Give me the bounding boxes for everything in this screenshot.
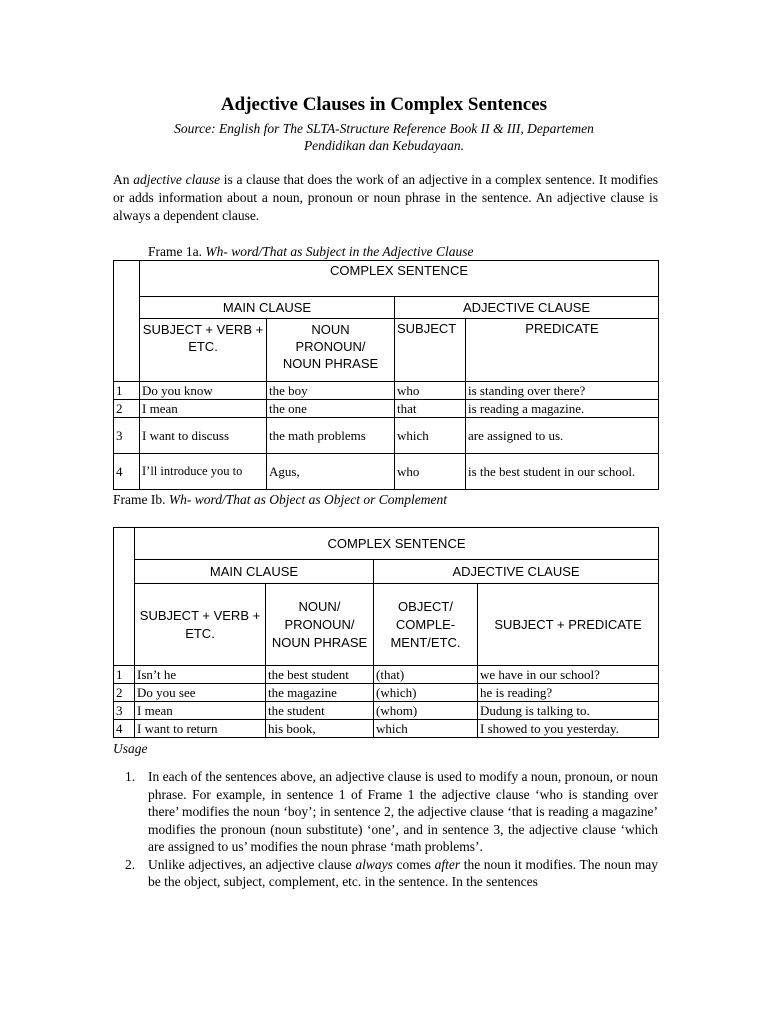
usage-list — [113, 768, 658, 891]
frame1-table — [113, 260, 659, 490]
frame2-col-subject-predicate: SUBJECT + PREDICATE — [478, 584, 659, 666]
frame1-caption-prefix: Frame 1a. — [148, 244, 206, 259]
noun-cell: Agus, — [267, 454, 395, 490]
row-number: 3 — [114, 702, 135, 720]
frame1-col-subject: SUBJECT — [395, 319, 466, 382]
subject-predicate-cell: we have in our school? — [478, 666, 659, 684]
list-item — [113, 856, 658, 891]
noun-cell: the boy — [267, 382, 395, 400]
main-clause-cell: I want to return — [135, 720, 266, 738]
frame1-header-adj: ADJECTIVE CLAUSE — [395, 297, 659, 319]
frame1-col-predicate: PREDICATE — [466, 319, 659, 382]
frame2-caption — [113, 492, 447, 508]
table-row — [114, 400, 659, 418]
predicate-cell: is standing over there? — [466, 382, 659, 400]
main-clause-cell: I want to discuss — [140, 418, 267, 454]
list-item-text-3: the noun it modifies. The noun may be the object, subject, complement, etc. in the sentence. In the sentences — [148, 856, 658, 889]
subject-cell: who — [395, 382, 466, 400]
frame1-corner-cell — [114, 261, 140, 382]
frame1-col-noun: NOUN PRONOUN/ NOUN PHRASE — [267, 319, 395, 382]
noun-cell: the one — [267, 400, 395, 418]
subject-predicate-cell: I showed to you yesterday. — [478, 720, 659, 738]
noun-cell: the magazine — [266, 684, 374, 702]
subject-cell: that — [395, 400, 466, 418]
noun-cell: the best student — [266, 666, 374, 684]
frame2-table — [113, 527, 659, 738]
main-clause-cell: Do you know — [140, 382, 267, 400]
noun-cell: the math problems — [267, 418, 395, 454]
list-item-emphasis-after: after — [434, 856, 461, 872]
list-item-number: 1. — [125, 769, 136, 784]
intro-text-2: is a clause that does the work of an adjective in a complex sentence. It modifies or adds information about a noun, pronoun or noun phrase in the sentence. An adjective clause is always a dependent clause. — [113, 172, 658, 223]
frame1-header-main: MAIN CLAUSE — [140, 297, 395, 319]
frame1-caption-title: Wh- word/That as Subject in the Adjective Clause — [205, 244, 474, 259]
predicate-cell: are assigned to us. — [466, 418, 659, 454]
frame2-header-complex: COMPLEX SENTENCE — [135, 528, 659, 560]
table-row — [114, 666, 659, 684]
object-cell: which — [374, 720, 478, 738]
table-row — [114, 382, 659, 400]
frame2-col-noun: NOUN/ PRONOUN/ NOUN PHRASE — [266, 584, 374, 666]
row-number: 2 — [114, 400, 140, 418]
main-clause-cell: Do you see — [135, 684, 266, 702]
object-cell: (which) — [374, 684, 478, 702]
main-clause-cell: I’ll introduce you to — [140, 454, 267, 490]
source-citation — [0, 120, 768, 154]
subject-cell: who — [395, 454, 466, 490]
row-number: 1 — [114, 382, 140, 400]
intro-paragraph — [113, 171, 658, 225]
row-number: 3 — [114, 418, 140, 454]
list-item-text: In each of the sentences above, an adjective clause is used to modify a noun, pronoun, or noun phrase. For example, in sentence 1 of Frame 1 the adjective clause ‘who is standing over there’ modifies the noun ‘boy’; in sentence 2, the adjective clause ‘that is reading a magazine’ modifies the pronoun (noun substitute) ‘one’, and in sentence 3, the adjective clause ‘which are assigned to us’ modifies the noun phrase ‘math problems’. — [148, 769, 658, 854]
list-item — [113, 768, 658, 856]
subject-cell: which — [395, 418, 466, 454]
list-item-text-1: Unlike adjectives, an adjective clause — [148, 856, 356, 872]
table-row — [114, 418, 659, 454]
subject-predicate-cell: he is reading? — [478, 684, 659, 702]
list-item-text-2: comes — [392, 856, 435, 872]
table-row — [114, 720, 659, 738]
page-title: Adjective Clauses in Complex Sentences — [220, 94, 548, 115]
frame1-header-complex: COMPLEX SENTENCE — [140, 261, 659, 297]
list-item-number: 2. — [125, 856, 136, 872]
row-number: 1 — [114, 666, 135, 684]
noun-cell: the student — [266, 702, 374, 720]
main-clause-cell: I mean — [140, 400, 267, 418]
intro-term: adjective clause — [133, 172, 221, 187]
source-line-1: Source: English for The SLTA-Structure Reference Book II & III, Departemen — [174, 121, 594, 136]
main-clause-cell: Isn’t he — [135, 666, 266, 684]
table-row — [114, 702, 659, 720]
table-row — [114, 454, 659, 490]
frame2-corner-cell — [114, 528, 135, 666]
frame1-col-subject-verb: SUBJECT + VERB + ETC. — [140, 319, 267, 382]
row-number: 4 — [114, 720, 135, 738]
intro-text-1: An — [113, 172, 134, 187]
frame2-col-object: OBJECT/ COMPLE-MENT/ETC. — [374, 584, 478, 666]
subject-predicate-cell: Dudung is talking to. — [478, 702, 659, 720]
frame2-caption-title: Wh- word/That as Object as Object or Complement — [168, 492, 447, 507]
predicate-cell: is reading a magazine. — [466, 400, 659, 418]
predicate-cell: is the best student in our school. — [466, 454, 659, 490]
noun-cell: his book, — [266, 720, 374, 738]
main-clause-cell: I mean — [135, 702, 266, 720]
frame1-caption — [148, 244, 473, 260]
frame2-caption-prefix: Frame Ib. — [113, 492, 169, 507]
usage-heading: Usage — [113, 741, 148, 756]
frame2-header-adj: ADJECTIVE CLAUSE — [374, 560, 659, 584]
source-line-2: Pendidikan dan Kebudayaan. — [303, 138, 465, 153]
row-number: 2 — [114, 684, 135, 702]
frame2-header-main: MAIN CLAUSE — [135, 560, 374, 584]
row-number: 4 — [114, 454, 140, 490]
list-item-emphasis-always: always — [355, 856, 393, 872]
object-cell: (whom) — [374, 702, 478, 720]
table-row — [114, 684, 659, 702]
object-cell: (that) — [374, 666, 478, 684]
frame2-col-subject-verb: SUBJECT + VERB + ETC. — [135, 584, 266, 666]
